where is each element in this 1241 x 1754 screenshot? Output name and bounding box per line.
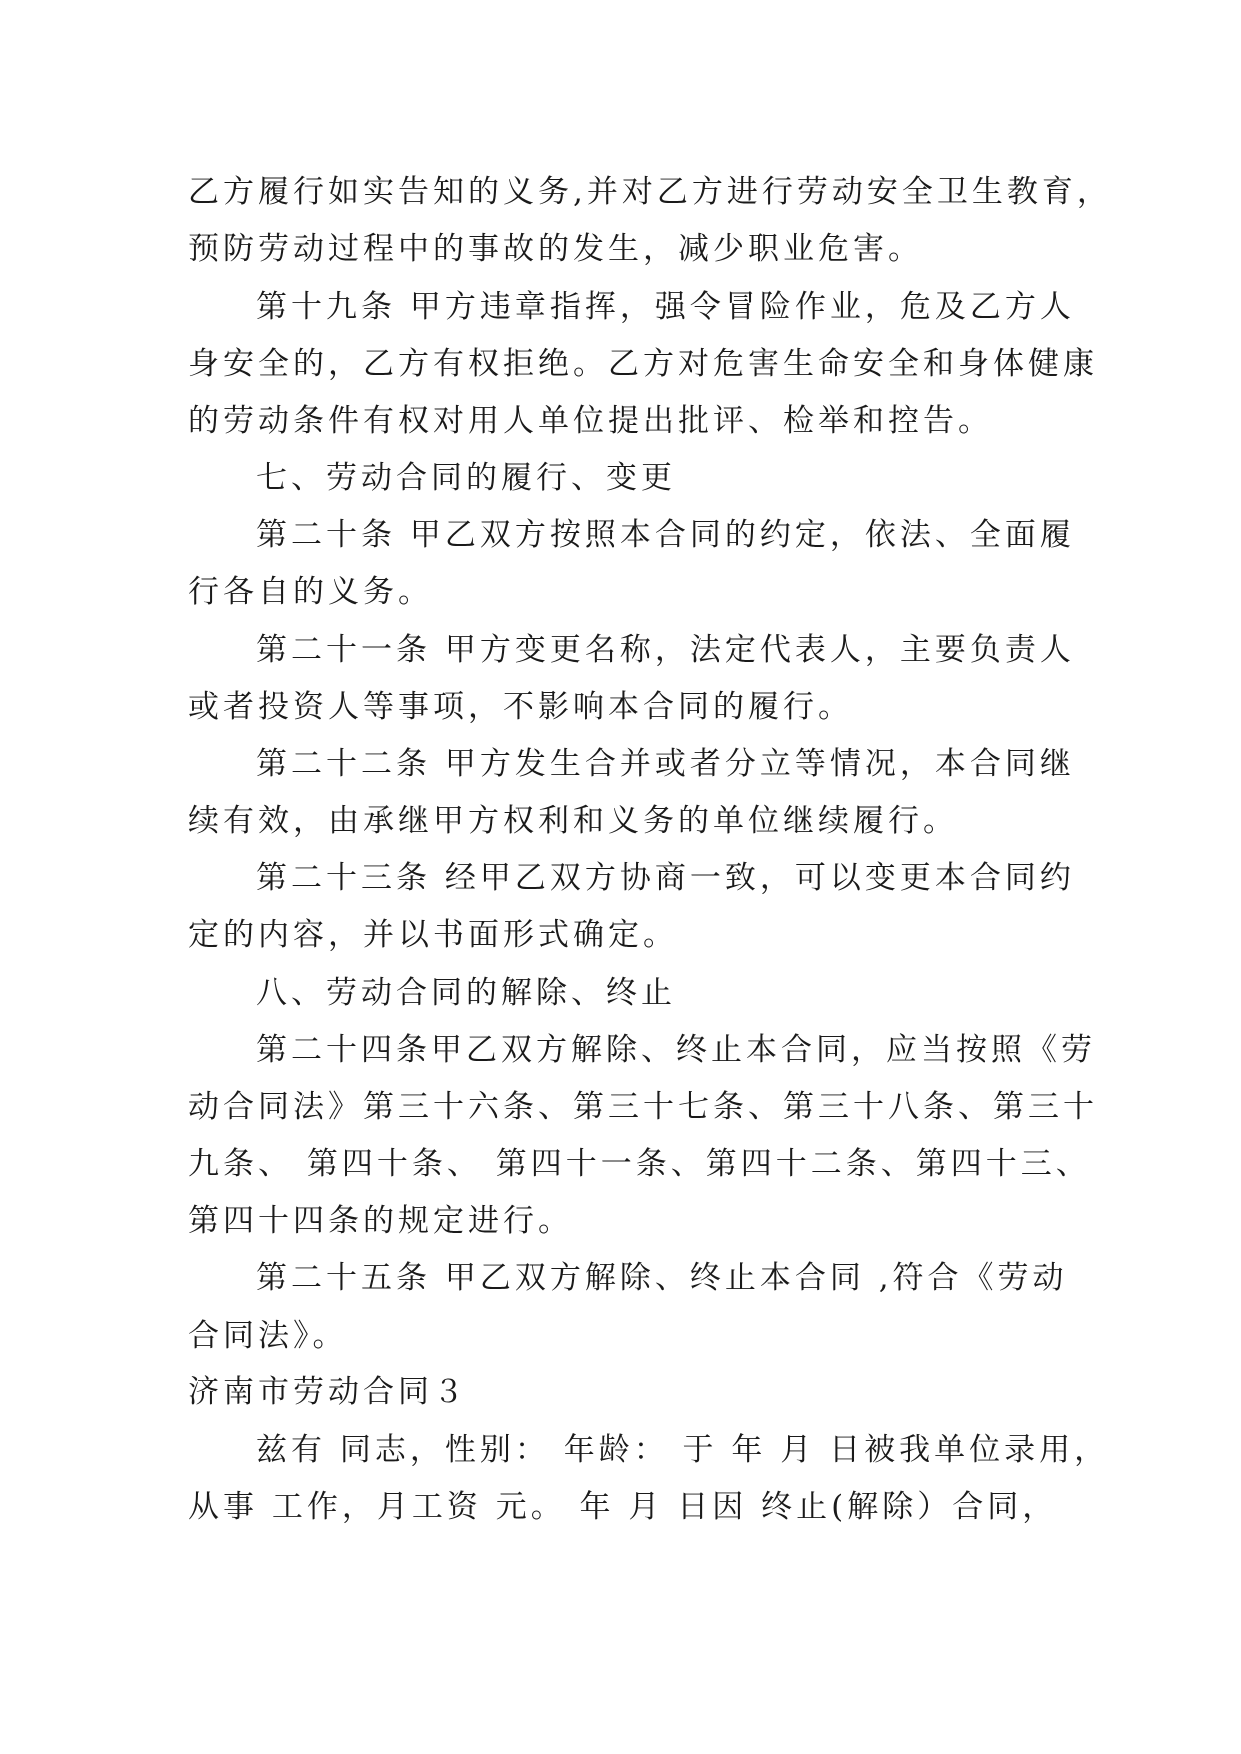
text-line: 的劳动条件有权对用人单位提出批评、检举和控告。 [188, 403, 993, 439]
text-line: 合同法》。 [188, 1318, 348, 1354]
text-line: 续有效，由承继甲方权利和义务的单位继续履行。 [188, 803, 958, 839]
text-line: 第二十条 甲乙双方按照本合同的约定，依法、全面履 [256, 517, 1075, 553]
text-line: 乙方履行如实告知的义务,并对乙方进行劳动安全卫生教育， [188, 174, 1112, 210]
text-line: 或者投资人等事项，不影响本合同的履行。 [188, 689, 853, 725]
text-line: 预防劳动过程中的事故的发生，减少职业危害。 [188, 231, 923, 267]
text-line: 第十九条 甲方违章指挥，强令冒险作业，危及乙方人 [256, 289, 1075, 325]
text-line: 九条、 第四十条、 第四十一条、第四十二条、第四十三、 [188, 1146, 1091, 1182]
text-line: 兹有 同志，性别： 年龄： 于 年 月 日被我单位录用， [256, 1432, 1110, 1468]
text-line: 第二十四条甲乙双方解除、终止本合同，应当按照《劳 [256, 1032, 1096, 1068]
section-heading: 八、劳动合同的解除、终止 [256, 975, 676, 1011]
text-line: 第四十四条的规定进行。 [188, 1203, 573, 1239]
section-heading: 七、劳动合同的履行、变更 [256, 460, 676, 496]
text-line: 第二十二条 甲方发生合并或者分立等情况，本合同继 [256, 746, 1075, 782]
text-line: 第二十三条 经甲乙双方协商一致，可以变更本合同约 [256, 860, 1075, 896]
text-line: 从事 工作，月工资 元。 年 月 日因 终止(解除）合同， [188, 1489, 1058, 1525]
text-line: 第二十一条 甲方变更名称，法定代表人，主要负责人 [256, 632, 1075, 668]
text-line: 身安全的，乙方有权拒绝。乙方对危害生命安全和身体健康 [188, 346, 1098, 382]
document-title: 济南市劳动合同３ [188, 1374, 468, 1410]
text-line: 动合同法》第三十六条、第三十七条、第三十八条、第三十 [188, 1089, 1098, 1125]
text-line: 行各自的义务。 [188, 574, 433, 610]
text-line: 定的内容，并以书面形式确定。 [188, 917, 678, 953]
text-line: 第二十五条 甲乙双方解除、终止本合同 ,符合《劳动 [256, 1260, 1068, 1296]
